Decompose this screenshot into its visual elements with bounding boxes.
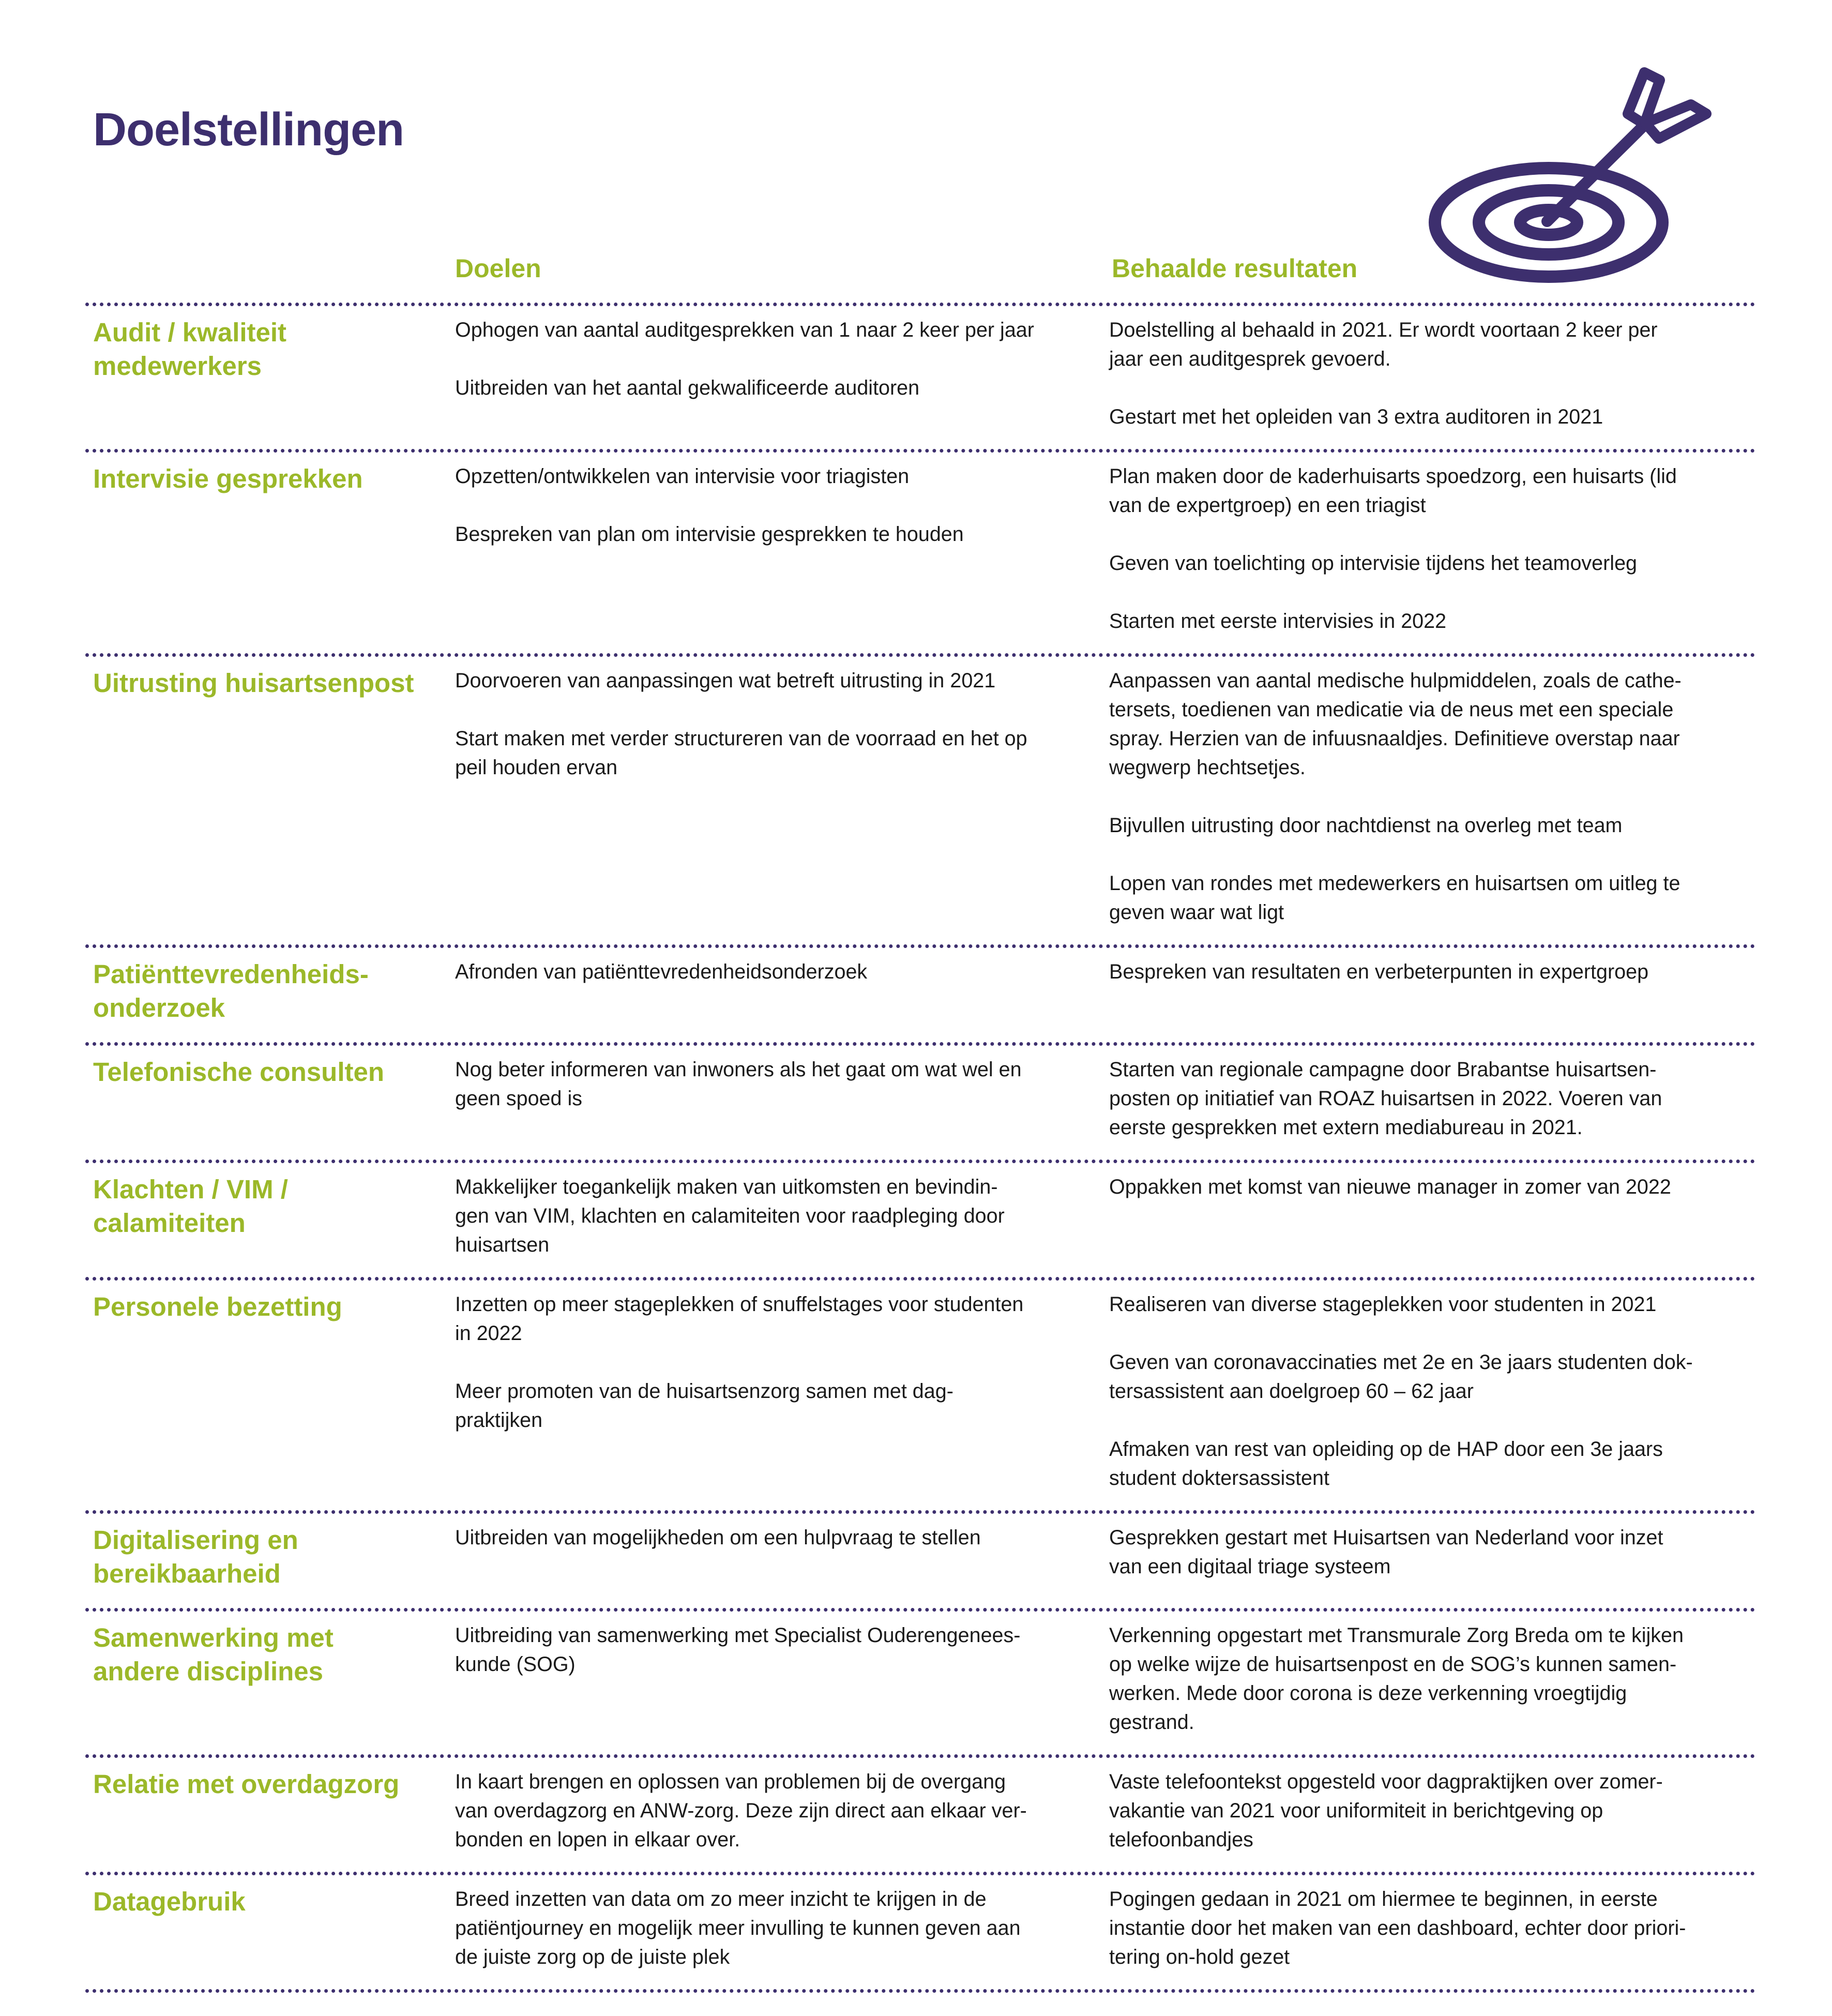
row-results bbox=[1101, 1523, 1755, 1590]
row-results bbox=[1101, 1885, 1755, 1972]
row-topic: Relatie met overdagzorg bbox=[93, 1769, 400, 1799]
row-topic: Patiënttevredenheids- onderzoek bbox=[93, 959, 369, 1022]
row-topic: Klachten / VIM / calamiteiten bbox=[93, 1175, 288, 1238]
result-text: Vaste telefoontekst opgesteld voor dagpraktijken over zomer- vakantie van 2021 voor uniformiteit in berichtgeving op telefoonbandjes bbox=[1109, 1770, 1663, 1851]
table-row bbox=[85, 303, 1755, 449]
goal-text: Uitbreiden van het aantal gekwalificeerde auditoren bbox=[455, 377, 920, 399]
result-text: Plan maken door de kaderhuisarts spoedzorg, een huisarts (lid van de expertgroep) en een triagist bbox=[1109, 465, 1677, 517]
result-text: Verkenning opgestart met Transmurale Zorg Breda om te kijken op welke wijze de huisartsenpost en de SOG’s kunnen samen- werken. Mede door corona is deze verkenning vroegtijdig gestrand. bbox=[1109, 1624, 1684, 1734]
result-text: Gestart met het opleiden van 3 extra auditoren in 2021 bbox=[1109, 405, 1603, 428]
goal-text: Uitbreiden van mogelijkheden om een hulpvraag te stellen bbox=[455, 1526, 981, 1549]
column-header-results: Behaalde resultaten bbox=[1112, 254, 1358, 283]
row-results bbox=[1101, 1290, 1755, 1493]
table-row bbox=[85, 1277, 1755, 1510]
row-goals bbox=[447, 666, 1101, 927]
goal-text: Bespreken van plan om intervisie gesprekken te houden bbox=[455, 523, 964, 546]
target-arrow-icon bbox=[1427, 57, 1717, 284]
row-results bbox=[1101, 1055, 1755, 1142]
result-text: Bijvullen uitrusting door nachtdienst na overleg met team bbox=[1109, 814, 1623, 837]
row-goals bbox=[447, 1885, 1101, 1972]
goal-text: Ophogen van aantal auditgesprekken van 1 naar 2 keer per jaar bbox=[455, 319, 1034, 341]
table-row bbox=[85, 1872, 1755, 1989]
goal-text: Meer promoten van de huisartsenzorg samen met dag- praktijken bbox=[455, 1380, 953, 1432]
result-text: Gesprekken gestart met Huisartsen van Nederland voor inzet van een digitaal triage systeem bbox=[1109, 1526, 1663, 1578]
row-goals bbox=[447, 1621, 1101, 1737]
goal-text: Afronden van patiënttevredenheidsonderzoek bbox=[455, 960, 868, 983]
row-topic: Digitalisering en bereikbaarheid bbox=[93, 1525, 298, 1588]
row-topic: Personele bezetting bbox=[93, 1292, 342, 1321]
row-goals bbox=[447, 1523, 1101, 1590]
result-text: Pogingen gedaan in 2021 om hiermee te beginnen, in eerste instantie door het maken van een dashboard, echter door priori- tering on-hold gezet bbox=[1109, 1888, 1686, 1968]
result-text: Doelstelling al behaald in 2021. Er wordt voortaan 2 keer per jaar een auditgesprek gevoerd. bbox=[1109, 319, 1658, 370]
goal-text: Uitbreiding van samenwerking met Specialist Ouderengenees- kunde (SOG) bbox=[455, 1624, 1021, 1676]
objectives-table bbox=[85, 303, 1755, 1993]
page-title: Doelstellingen bbox=[93, 104, 404, 156]
result-text: Lopen van rondes met medewerkers en huisartsen om uitleg te geven waar wat ligt bbox=[1109, 872, 1680, 924]
table-row bbox=[85, 1510, 1755, 1608]
result-text: Afmaken van rest van opleiding op de HAP door een 3e jaars student doktersassistent bbox=[1109, 1438, 1663, 1490]
table-row bbox=[85, 1042, 1755, 1160]
result-text: Starten van regionale campagne door Brabantse huisartsen- posten op initiatief van ROAZ huisartsen in 2022. Voeren van eerste gesprekken met extern mediabureau in 2021. bbox=[1109, 1058, 1662, 1139]
goal-text: Opzetten/ontwikkelen van intervisie voor triagisten bbox=[455, 465, 910, 488]
row-topic: Telefonische consulten bbox=[93, 1057, 384, 1087]
result-text: Bespreken van resultaten en verbeterpunten in expertgroep bbox=[1109, 960, 1649, 983]
table-row bbox=[85, 1608, 1755, 1754]
row-topic: Samenwerking met andere disciplines bbox=[93, 1623, 334, 1686]
table-row bbox=[85, 1160, 1755, 1277]
result-text: Geven van coronavaccinaties met 2e en 3e jaars studenten dok- tersassistent aan doelgroep 60 – 62 jaar bbox=[1109, 1351, 1693, 1403]
goal-text: Breed inzetten van data om zo meer inzicht te krijgen in de patiëntjourney en mogelijk meer invulling te kunnen geven aan de juiste zorg op de juiste plek bbox=[455, 1888, 1021, 1968]
row-topic: Uitrusting huisartsenpost bbox=[93, 668, 414, 698]
goal-text: Inzetten op meer stageplekken of snuffelstages voor studenten in 2022 bbox=[455, 1293, 1024, 1345]
row-results bbox=[1101, 1621, 1755, 1737]
row-results bbox=[1101, 1767, 1755, 1854]
table-row bbox=[85, 944, 1755, 1042]
row-goals bbox=[447, 462, 1101, 636]
row-topic: Datagebruik bbox=[93, 1887, 246, 1916]
row-goals bbox=[447, 1767, 1101, 1854]
row-results bbox=[1101, 957, 1755, 1025]
table-row bbox=[85, 449, 1755, 653]
row-topic: Audit / kwaliteit medewerkers bbox=[93, 318, 287, 381]
row-goals bbox=[447, 315, 1101, 431]
row-goals bbox=[447, 1290, 1101, 1493]
goal-text: Makkelijker toegankelijk maken van uitkomsten en bevindin- gen van VIM, klachten en calamiteiten voor raadpleging door huisartsen bbox=[455, 1176, 1005, 1256]
goal-text: Start maken met verder structureren van de voorraad en het op peil houden ervan bbox=[455, 727, 1027, 779]
row-results bbox=[1101, 666, 1755, 927]
row-topic: Intervisie gesprekken bbox=[93, 464, 363, 493]
table-row bbox=[85, 1754, 1755, 1872]
table-row bbox=[85, 653, 1755, 944]
row-goals bbox=[447, 957, 1101, 1025]
result-text: Geven van toelichting op intervisie tijdens het teamoverleg bbox=[1109, 552, 1638, 575]
goal-text: In kaart brengen en oplossen van problemen bij de overgang van overdagzorg en ANW-zorg. Deze zijn direct aan elkaar ver- bonden en lopen in elkaar over. bbox=[455, 1770, 1027, 1851]
result-text: Aanpassen van aantal medische hulpmiddelen, zoals de cathe- tersets, toedienen van medicatie via de neus met een speciale spray. Herzien van de infuusnaaldjes. Definitieve overstap naar wegwerp hechtsetjes. bbox=[1109, 669, 1682, 779]
result-text: Oppakken met komst van nieuwe manager in zomer van 2022 bbox=[1109, 1176, 1671, 1198]
row-results bbox=[1101, 462, 1755, 636]
goal-text: Doorvoeren van aanpassingen wat betreft uitrusting in 2021 bbox=[455, 669, 996, 692]
result-text: Realiseren van diverse stageplekken voor studenten in 2021 bbox=[1109, 1293, 1657, 1316]
row-results bbox=[1101, 315, 1755, 431]
goal-text: Nog beter informeren van inwoners als het gaat om wat wel en geen spoed is bbox=[455, 1058, 1022, 1110]
row-goals bbox=[447, 1055, 1101, 1142]
column-header-goals: Doelen bbox=[455, 254, 541, 283]
row-goals bbox=[447, 1172, 1101, 1259]
result-text: Starten met eerste intervisies in 2022 bbox=[1109, 610, 1447, 633]
table-bottom-divider bbox=[85, 1989, 1755, 1993]
row-results bbox=[1101, 1172, 1755, 1259]
